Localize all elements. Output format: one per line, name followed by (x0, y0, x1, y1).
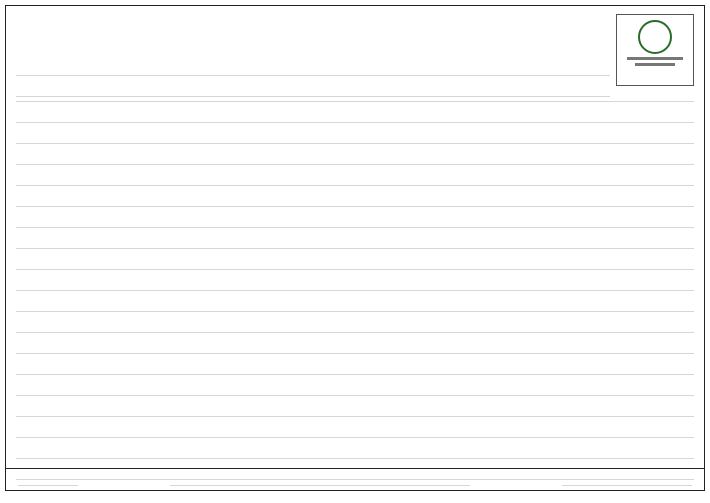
body-line (16, 174, 694, 186)
organization-logo (616, 14, 694, 86)
body-line (16, 342, 694, 354)
body-line (16, 447, 694, 459)
body-line (16, 426, 694, 438)
body-line (16, 384, 694, 396)
body-line (16, 111, 694, 123)
body-line (16, 153, 694, 165)
body-line (16, 279, 694, 291)
footer-right (562, 474, 692, 486)
logo-emblem-icon (638, 20, 672, 54)
body-line (16, 405, 694, 417)
footer-left (18, 474, 78, 486)
notice-header (101, 16, 609, 66)
body-line (16, 300, 694, 312)
notice-page (5, 5, 705, 491)
notice-footer (6, 468, 704, 490)
notice-subtitle (310, 38, 400, 52)
body-line (16, 258, 694, 270)
body-line (16, 195, 694, 207)
body-line (16, 216, 694, 228)
body-line (16, 132, 694, 144)
notice-body-lower (16, 90, 694, 489)
notice-title (185, 16, 525, 32)
body-line (16, 237, 694, 249)
body-line (16, 363, 694, 375)
body-line (16, 90, 694, 102)
body-line (16, 321, 694, 333)
body-line (16, 64, 610, 76)
footer-center (170, 474, 470, 486)
